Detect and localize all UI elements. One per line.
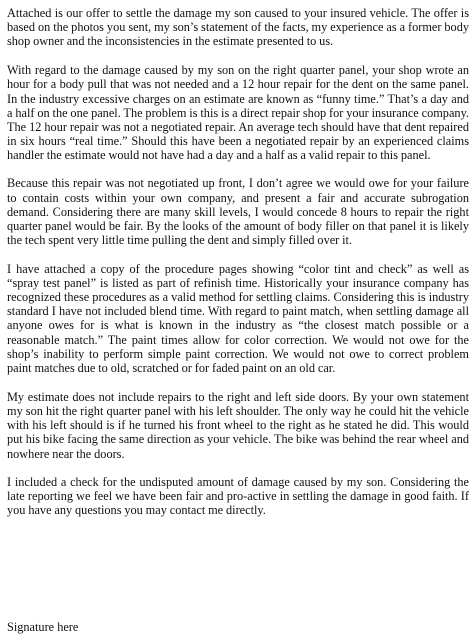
paragraph-check-included: I included a check for the undisputed amount of damage caused by my son. Considering the late reporting we feel we have been fair and pro-active in settling the damage in good faith. If you have any questions you may contact me directly.	[7, 475, 469, 518]
paragraph-paint-procedures: I have attached a copy of the procedure pages showing “color tint and check” as well as “spray test panel” is listed as part of refinish time. Historically your insurance company has recognized these procedures as a valid method for settling claims. Considering this is industry standard I have not included blend time. With regard to paint match, when settling damage all anyone owes for is what is known in the industry as “the closest match possible or a reasonable match.” The paint times allow for color correction. We would not owe for the shop’s inability to perform simple paint correction. We would not owe to correct problem paint matches due to old, scratched or for faded paint on an old car.	[7, 261, 469, 376]
paragraph-doors: My estimate does not include repairs to the right and left side doors. By your own statement my son hit the right quarter panel with his left shoulder. The only way he could hit the vehicle with his left should is if he turned his front wheel to the right as he stated he did. This would put his bike facing the same direction as your vehicle. The bike was behind the rear wheel and nowhere near the doors.	[7, 389, 469, 461]
paragraph-settlement-offer: Attached is our offer to settle the damage my son caused to your insured vehicle. The offer is based on the photos you sent, my son’s statement of the facts, my experience as a former body shop owner and the inconsistencies in the estimate presented to us.	[7, 6, 469, 49]
paragraph-negotiation: Because this repair was not negotiated up front, I don’t agree we would owe for your failure to contain costs within your own company, and present a fair and accurate subrogation demand. Considering there are many skill levels, I would concede 8 hours to repair the right quarter panel would be fair. By the looks of the amount of body filler on that panel it is likely the tech spent very little time pulling the dent and simply filled over it.	[7, 176, 469, 248]
paragraph-quarter-panel-damage: With regard to the damage caused by my son on the right quarter panel, your shop wrote an hour for a body pull that was not needed and a 12 hour repair for the dent on the same panel. In the industry excessive charges on an estimate are known as “funny time.” That’s a day and a half on the one panel. The problem is this is a direct repair shop for your insurance company. The 12 hour repair was not a negotiated repair. An average tech should have that dent repaired in six hours “real time.” Should this have been a negotiated repair by an experienced claims handler the estimate would not have had a day and a half as a valid repair to this panel.	[7, 63, 469, 163]
signature-line: Signature here	[7, 620, 79, 634]
